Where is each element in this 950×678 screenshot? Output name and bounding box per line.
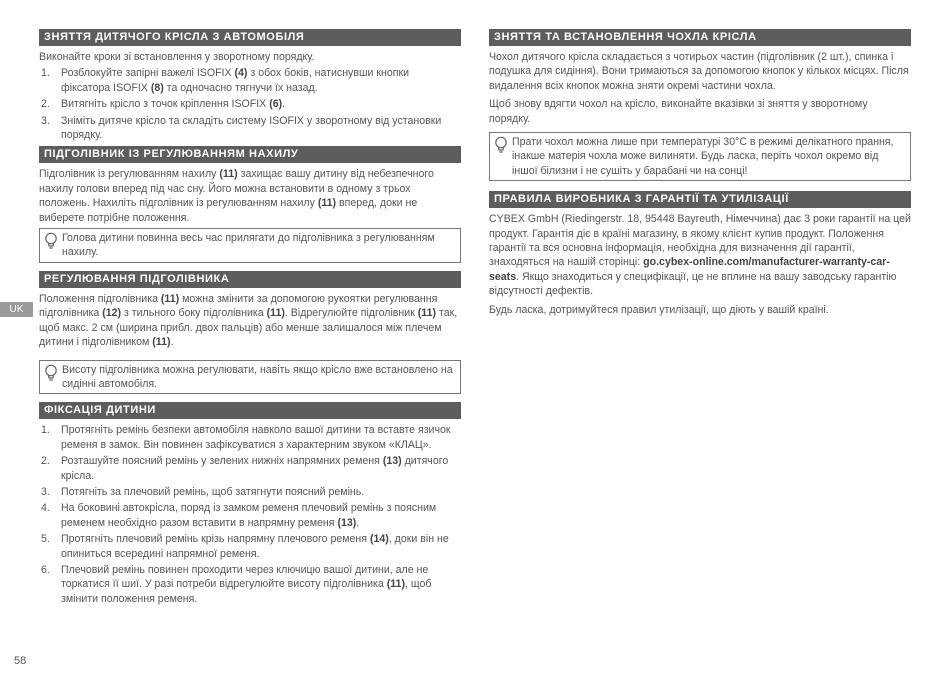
section-title-remove-seat: ЗНЯТТЯ ДИТЯЧОГО КРІСЛА З АВТОМОБІЛЯ — [39, 29, 461, 46]
section-text: Будь ласка, дотримуйтеся правил утилізації, що діють у вашій країні. — [489, 303, 829, 316]
section-title-cover: ЗНЯТТЯ ТА ВСТАНОВЛЕННЯ ЧОХЛА КРІСЛА — [489, 29, 911, 46]
right-column — [489, 29, 911, 319]
section-text: Щоб знову вдягти чохол на крісло, виконайте вказівки зі зняття у зворотному порядку. — [489, 98, 868, 125]
section-text: Виконайте кроки зі встановлення у зворотному порядку. — [39, 51, 315, 63]
info-note: Прати чохол можна лише при температурі 30°C в режимі делікатного прання, інакше матерія чохла може вилиняти. Будь ласка, періть чохол окремо від іншої білизни і не сушіть у барабані чи на сонці! — [489, 132, 911, 181]
info-note: Висоту підголівника можна регулювати, навіть якщо крісло вже встановлено на сидінні автомобіля. — [39, 360, 461, 395]
lightbulb-icon — [43, 232, 59, 250]
secure-child-steps — [39, 423, 461, 606]
list-item: 5. Протягніть плечовий ремінь крізь напрямну плечового ременя (14), доки він не опиниться всередині напрямної ременя. — [41, 533, 449, 560]
page-number: 58 — [14, 655, 27, 667]
info-note: Голова дитини повинна весь час прилягати до підголівника з регулюванням нахилу. — [39, 228, 461, 263]
list-item: 2. Розташуйте поясний ремінь у зелених нижніх напрямних ременя (13) дитячого крісла. — [41, 455, 449, 482]
list-item: 1. Протягніть ремінь безпеки автомобіля навколо вашої дитини та вставте язичок ременя в замок. Він повинен зафіксуватися з характерним звуком «КЛАЦ». — [41, 424, 451, 451]
lightbulb-icon — [43, 364, 59, 382]
list-item: 3. Потягніть за плечовий ремінь, щоб затягнути поясний ремінь. — [41, 485, 365, 498]
lightbulb-icon — [493, 136, 509, 154]
section-title-warranty: ПРАВИЛА ВИРОБНИКА З ГАРАНТІЇ ТА УТИЛІЗАЦІЇ — [489, 191, 911, 208]
list-item: 1. Розблокуйте запірні важелі ISOFIX (4) з обох боків, натиснувши кнопки фіксатора ISOFIX (8) та одночасно тягнучи їх назад. — [41, 67, 410, 94]
warranty-link[interactable]: go.cybex-online.com/manufacturer-warranty-car-seats — [489, 256, 890, 283]
section-text: CYBEX GmbH (Riedingerstr. 18, 95448 Bayreuth, Німеччина) дає 3 роки гарантії на цей продукт. Гарантія діє в країні магазину, в якому клієнт купив продукт. Положення гарантії та вся основна інформація, необхідна для визначення дії гарантії, знаходяться на нашій сторінці: go.cybex-online.com/manufacturer-warranty-car-seats. Якщо знаходиться у специфікації, це не вплине на вашу заводську гарантію відсутності дефектів. — [489, 213, 911, 298]
section-title-headrest-tilt: ПІДГОЛІВНИК ІЗ РЕГУЛЮВАННЯМ НАХИЛУ — [39, 146, 461, 163]
list-item: 6. Плечовий ремінь повинен проходити через ключицю вашої дитини, але не торкатися її шиї. У разі потреби відрегулюйте висоту підголівника (11), щоб змінити положення ременя. — [41, 563, 432, 605]
section-title-headrest-adjust: РЕГУЛЮВАННЯ ПІДГОЛІВНИКА — [39, 271, 461, 288]
section-title-secure-child: ФІКСАЦІЯ ДИТИНИ — [39, 402, 461, 419]
list-item: 3. Зніміть дитяче крісло та складіть систему ISOFIX у зворотному від установки порядку. — [41, 114, 442, 142]
section-text: Підголівник із регулюванням нахилу (11) захищає вашу дитину від небезпечного нахилу голови вперед під час сну. Його можна встановити в одному з трьох положень. Нахиліть підголівник із регулюванням нахилу (11) вперед, доки не виберете потрібне положення. — [39, 168, 434, 224]
remove-seat-steps — [39, 66, 461, 142]
left-column — [39, 29, 461, 610]
section-text: Положення підголівника (11) можна змінити за допомогою рукоятки регулювання підголівника (12) з тильного боку підголівника (11). Відрегулюйте підголівник (11) так, щоб макс. 2 см (ширина прибл. двох пальців) або менше залишалося між плечем дитини і підголівником (11). — [39, 292, 458, 349]
language-tab: UK — [0, 302, 33, 317]
list-item: 2. Витягніть крісло з точок кріплення ISOFIX (6). — [41, 98, 286, 111]
section-text: Чохол дитячого крісла складається з чотирьох частин (підголівник (2 шт.), спинка і подушка для сидіння). Вони тримаються за допомогою кнопок у кількох місцях. Після видалення всіх кнопок можна зняти окремі частини чохла. — [489, 51, 909, 92]
list-item: 4. На боковині автокрісла, поряд із замком ременя плечовий ремінь з поясним ременем необхідно разом вставити в напрямну ременя (13). — [41, 502, 437, 529]
